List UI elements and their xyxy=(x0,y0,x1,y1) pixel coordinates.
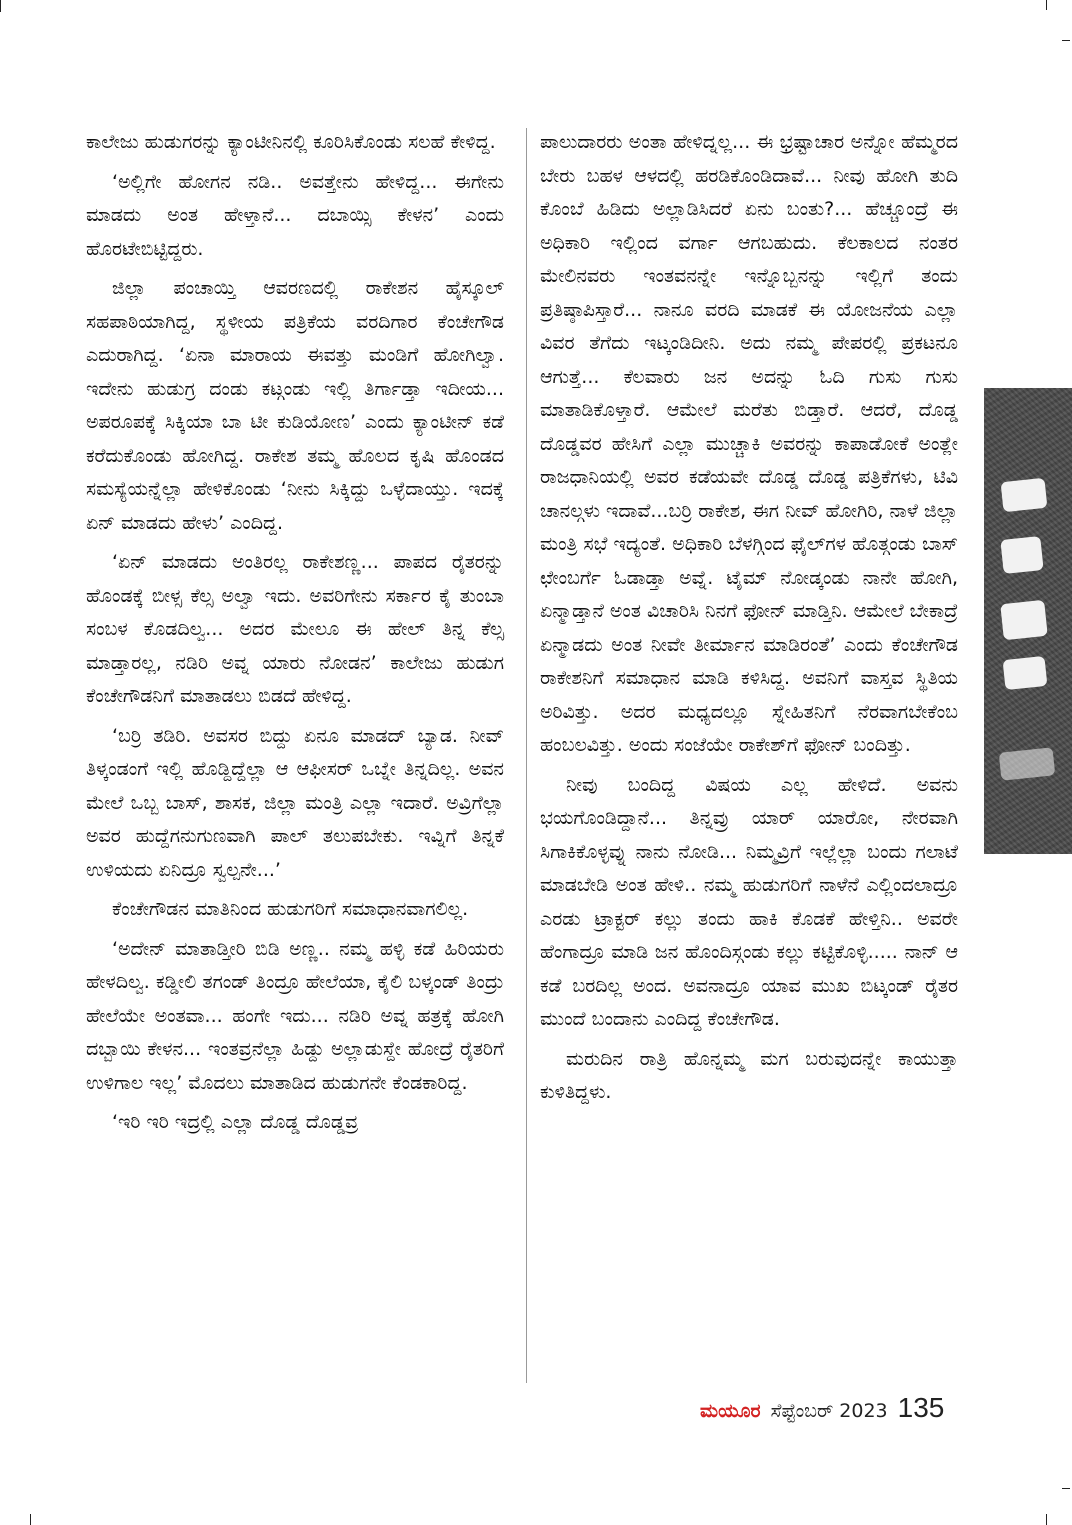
column-divider xyxy=(526,128,527,1383)
paragraph: ಮರುದಿನ ರಾತ್ರಿ ಹೊನ್ನಮ್ಮ ಮಗ ಬರುವುದನ್ನೇ ಕಾಯುತ್ತಾ ಕುಳಿತಿದ್ದಳು. xyxy=(540,1047,958,1103)
paragraph: ‘ಬರ್ರಿ ತಡಿರಿ. ಅವಸರ ಬಿದ್ದು ಏನೂ ಮಾಡದ್ ಬ್ಯಾಡ. ನೀವ್ ತಿಳ್ಕಂಡಂಗೆ ಇಲ್ಲಿ ಹೊಡ್ದಿದ್ದೆಲ್ಲಾ ಆ ಆಫೀಸರ್ ಒಬ್ನೇ ತಿನ್ನದಿಲ್ಲ. ಅವನ ಮೇಲೆ ಒಬ್ಬ ಬಾಸ್, ಶಾಸಕ, ಜಿಲ್ಲಾ ಮಂತ್ರಿ ಎಲ್ಲಾ ಇದಾರೆ. ಅವ್ರಿಗೆಲ್ಲಾ ಅವರ ಹುದ್ದೆಗನುಗುಣವಾಗಿ ಪಾಲ್ ತಲುಪಬೇಕು. ಇವ್ನಿಗೆ ತಿನ್ನಕೆ ಉಳಿಯದು ಏನಿದ್ರೂ ಸ್ವಲ್ಪನೇ...’ xyxy=(86,724,504,881)
article-column-right xyxy=(540,126,958,1116)
paragraph: ನೀವು ಬಂದಿದ್ದ ವಿಷಯ ಎಲ್ಲ ಹೇಳಿದೆ. ಅವನು ಭಯಗೊಂಡಿದ್ದಾನೆ... ತಿನ್ನವ್ರು ಯಾರ್ ಯಾರೋ, ನೇರವಾಗಿ ಸಿಗಾಕಿಕೊಳ್ಳವ್ನು ನಾನು ನೋಡಿ... ನಿಮ್ಮವ್ರಿಗೆ ಇಲ್ಲೆಲ್ಲಾ ಬಂದು ಗಲಾಟೆ ಮಾಡಬೇಡಿ ಅಂತ ಹೇಳಿ.. ನಮ್ಮ ಹುಡುಗರಿಗೆ ನಾಳೆನೆ ಎಲ್ಲಿಂದಲಾದ್ರೂ ಎರಡು ಟ್ರಾಕ್ಟರ್ ಕಲ್ಲು ತಂದು ಹಾಕಿ ಕೊಡಕೆ ಹೇಳ್ತಿನಿ.. ಅವರೇ ಹೆಂಗಾದ್ರೂ ಮಾಡಿ ಜನ ಹೊಂದಿಸ್ಗಂಡು ಕಲ್ಲು ಕಟ್ಟಿಕೊಳ್ಳಿ..... ನಾನ್ ಆ ಕಡೆ ಬರದಿಲ್ಲ ಅಂದ. ಅವನಾದ್ರೂ ಯಾವ ಮುಖ ಬಿಟ್ಕಂಡ್ ರೈತರ ಮುಂದೆ ಬಂದಾನು ಎಂದಿದ್ದ ಕೆಂಚೇಗೌಡ. xyxy=(540,773,958,1030)
edge-tab-mark xyxy=(1003,656,1048,690)
paragraph: ‘ಇರಿ ಇರಿ ಇದ್ರಲ್ಲಿ ಎಲ್ಲಾ ದೊಡ್ಡ ದೊಡ್ಡವ್ರ xyxy=(112,1111,359,1133)
paragraph: ಪಾಲುದಾರರು ಅಂತಾ ಹೇಳಿದ್ನಲ್ಲ... ಈ ಭ್ರಷ್ಟಾಚಾರ ಅನ್ನೋ ಹೆಮ್ಮರದ ಬೇರು ಬಹಳ ಆಳದಲ್ಲಿ ಹರಡಿಕೊಂಡಿದಾವೆ... ನೀವು ಹೋಗಿ ತುದಿ ಕೊಂಬೆ ಹಿಡಿದು ಅಲ್ಲಾಡಿಸಿದರೆ ಏನು ಬಂತು?... ಹೆಚ್ಚೂಂದ್ರೆ ಈ ಅಧಿಕಾರಿ ಇಲ್ಲಿಂದ ವರ್ಗಾ ಆಗಬಹುದು. ಕೆಲಕಾಲದ ನಂತರ ಮೇಲಿನವರು ಇಂತವನನ್ನೇ ಇನ್ನೊಬ್ಬನನ್ನು ಇಲ್ಲಿಗೆ ತಂದು ಪ್ರತಿಷ್ಠಾಪಿಸ್ತಾರೆ... ನಾನೂ ವರದಿ ಮಾಡಕೆ ಈ ಯೋಜನೆಯ ಎಲ್ಲಾ ವಿವರ ತೆಗೆದು ಇಟ್ಕಂಡಿದೀನಿ. ಅದು ನಮ್ಮ ಪೇಪರಲ್ಲಿ ಪ್ರಕಟನೂ ಆಗುತ್ತೆ... ಕೆಲವಾರು ಜನ ಅದನ್ನು ಓದಿ ಗುಸು ಗುಸು ಮಾತಾಡಿಕೊಳ್ತಾರೆ. ಆಮೇಲೆ ಮರೆತು ಬಿಡ್ತಾರೆ. ಆದರೆ, ದೊಡ್ಡ ದೊಡ್ಡವರ ಹೇಸಿಗೆ ಎಲ್ಲಾ ಮುಚ್ಚಾಕಿ ಅವರನ್ನು ಕಾಪಾಡೋಕೆ ಅಂತ್ಲೇ ರಾಜಧಾನಿಯಲ್ಲಿ ಅವರ ಕಡೆಯವೇ ದೊಡ್ಡ ದೊಡ್ಡ ಪತ್ರಿಕೆಗಳು, ಟಿವಿ ಚಾನಲ್ಗಳು ಇದಾವೆ...ಬರ್ರಿ ರಾಕೇಶ, ಈಗ ನೀವ್ ಹೋಗಿರಿ, ನಾಳೆ ಜಿಲ್ಲಾ ಮಂತ್ರಿ ಸಭೆ ಇದ್ಯಂತೆ. ಅಧಿಕಾರಿ ಬೆಳಗ್ಗಿಂದ ಫೈಲ್‌ಗಳ ಹೊತ್ಗಂಡು ಬಾಸ್ ಛೇಂಬರ್ಗೆ ಓಡಾಡ್ತಾ ಅವ್ನೆ. ಟೈಮ್ ನೋಡ್ಕಂಡು ನಾನೇ ಹೋಗಿ, ಏನ್ಮಾಡ್ತಾನೆ ಅಂತ ವಿಚಾರಿಸಿ ನಿನಗೆ ಫೋನ್ ಮಾಡ್ತಿನಿ. ಆಮೇಲೆ ಬೇಕಾದ್ರೆ ಏನ್ಮಾಡದು ಅಂತ ನೀವೇ ತೀರ್ಮಾನ ಮಾಡಿರಂತೆ’ ಎಂದು ಕೆಂಚೇಗೌಡ ರಾಕೇಶನಿಗೆ ಸಮಾಧಾನ ಮಾಡಿ ಕಳಿಸಿದ್ದ. ಅವನಿಗೆ ವಾಸ್ತವ ಸ್ಥಿತಿಯ ಅರಿವಿತ್ತು. ಅದರ ಮಧ್ಯದಲ್ಲೂ ಸ್ನೇಹಿತನಿಗೆ ನೆರವಾಗಬೇಕೆಂಬ ಹಂಬಲವಿತ್ತು. ಅಂದು ಸಂಜೆಯೇ ರಾಕೇಶ್‌ಗೆ ಫೋನ್ ಬಂದಿತ್ತು. xyxy=(540,131,959,756)
issue-date: ಸೆಪ್ಟೆಂಬರ್ 2023 xyxy=(770,1400,888,1422)
paragraph: ಕೆಂಚೇಗೌಡನ ಮಾತಿನಿಂದ ಹುಡುಗರಿಗೆ ಸಮಾಧಾನವಾಗಲಿಲ್ಲ. xyxy=(112,898,469,920)
magazine-logo: ಮಯೂರ xyxy=(700,1400,761,1422)
edge-tab-mark xyxy=(1000,600,1048,640)
crop-mark-bottom-right xyxy=(1046,1514,1047,1525)
crop-mark-top-right xyxy=(1046,0,1047,10)
paragraph: ‘ಅದೇನ್ ಮಾತಾಡ್ತೀರಿ ಬಿಡಿ ಅಣ್ಣ.. ನಮ್ಮ ಹಳ್ಳಿ ಕಡೆ ಹಿರಿಯರು ಹೇಳದಿಲ್ವ. ಕಡ್ಡೀಲಿ ತಗಂಡ್ ತಿಂದ್ರೂ ಹೇಲೆಯಾ, ಕೈಲಿ ಬಳ್ಕಂಡ್ ತಿಂದ್ರು ಹೇಲೆಯೇ ಅಂತವಾ... ಹಂಗೇ ಇದು... ನಡಿರಿ ಅವ್ನ ಹತ್ರಕ್ಕೆ ಹೋಗಿ ದಬ್ಬಾಯಿ ಕೇಳನ... ಇಂತವ್ರನೆಲ್ಲಾ ಹಿಡ್ದು ಅಲ್ಲಾಡುಸ್ದೇ ಹೋದ್ರೆ ರೈತರಿಗೆ ಉಳಿಗಾಲ ಇಲ್ಲ’ ಮೊದಲು ಮಾತಾಡಿದ ಹುಡುಗನೇ ಕೆಂಡಕಾರಿದ್ದ. xyxy=(86,937,504,1094)
page-number: 135 xyxy=(897,1392,945,1423)
section-edge-tab xyxy=(984,388,1072,854)
edge-tab-mark xyxy=(1000,536,1043,574)
crop-mark-top-left xyxy=(0,0,1,12)
crop-mark-right-top xyxy=(1062,40,1070,41)
edge-tab-mark xyxy=(999,747,1056,780)
paragraph: ‘ಅಲ್ಲಿಗೇ ಹೋಗನ ನಡಿ.. ಅವತ್ತೇನು ಹೇಳಿದ್ದ... ಈಗೇನು ಮಾಡದು ಅಂತ ಹೇಳ್ತಾನೆ... ದಬಾಯ್ಸಿ ಕೇಳನ’ ಎಂದು ಹೊರಟೇಬಿಟ್ಟಿದ್ದರು. xyxy=(86,170,504,260)
crop-mark-right-bottom xyxy=(1062,1488,1070,1489)
paragraph: ಜಿಲ್ಲಾ ಪಂಚಾಯ್ತಿ ಆವರಣದಲ್ಲಿ ರಾಕೇಶನ ಹೈಸ್ಕೂಲ್ ಸಹಪಾಠಿಯಾಗಿದ್ದ, ಸ್ಥಳೀಯ ಪತ್ರಿಕೆಯ ವರದಿಗಾರ ಕೆಂಚೇಗೌಡ ಎದುರಾಗಿದ್ದ. ‘ಏನಾ ಮಾರಾಯ ಈವತ್ತು ಮಂಡಿಗೆ ಹೋಗಿಲ್ವಾ. ಇದೇನು ಹುಡುಗ್ರ ದಂಡು ಕಟ್ಗಂಡು ಇಲ್ಲಿ ತಿರ್ಗಾಡ್ತಾ ಇದೀಯ... ಅಪರೂಪಕ್ಕೆ ಸಿಕ್ಕಿಯಾ ಬಾ ಟೀ ಕುಡಿಯೋಣ’ ಎಂದು ಕ್ಯಾಂಟೀನ್ ಕಡೆ ಕರೆದುಕೊಂಡು ಹೋಗಿದ್ದ. ರಾಕೇಶ ತಮ್ಮ ಹೊಲದ ಕೃಷಿ ಹೊಂಡದ ಸಮಸ್ಯೆಯನ್ನೆಲ್ಲಾ ಹೇಳಿಕೊಂಡು ‘ನೀನು ಸಿಕ್ಕಿದ್ದು ಒಳ್ಳೆದಾಯ್ತು. ಇದಕ್ಕೆ ಏನ್ ಮಾಡದು ಹೇಳು’ ಎಂದಿದ್ದ. xyxy=(86,277,504,534)
paragraph: ‘ಏನ್ ಮಾಡದು ಅಂತಿರಲ್ಲ ರಾಕೇಶಣ್ಣ... ಪಾಪದ ರೈತರನ್ನು ಹೊಂಡಕ್ಕೆ ಬೀಳ್ಸ ಕೆಲ್ಸ ಅಲ್ವಾ ಇದು. ಅವರಿಗೇನು ಸರ್ಕಾರ ಕೈ ತುಂಬಾ ಸಂಬಳ ಕೊಡದಿಲ್ವ... ಅದರ ಮೇಲೂ ಈ ಹೇಲ್ ತಿನ್ನ ಕೆಲ್ಸ ಮಾಡ್ತಾರಲ್ಲ, ನಡಿರಿ ಅವ್ನ ಯಾರು ನೋಡನ’ ಕಾಲೇಜು ಹುಡುಗ ಕೆಂಚೇಗೌಡನಿಗೆ ಮಾತಾಡಲು ಬಿಡದೆ ಹೇಳಿದ್ದ. xyxy=(86,551,504,707)
paragraph: ಕಾಲೇಜು ಹುಡುಗರನ್ನು ಕ್ಯಾಂಟೀನಿನಲ್ಲಿ ಕೂರಿಸಿಕೊಂಡು ಸಲಹೆ ಕೇಳಿದ್ದ. xyxy=(86,131,496,153)
crop-mark-bottom-left xyxy=(30,1514,31,1525)
page-footer xyxy=(700,1392,944,1432)
edge-tab-mark xyxy=(1001,478,1048,512)
article-column-left xyxy=(86,126,504,1146)
